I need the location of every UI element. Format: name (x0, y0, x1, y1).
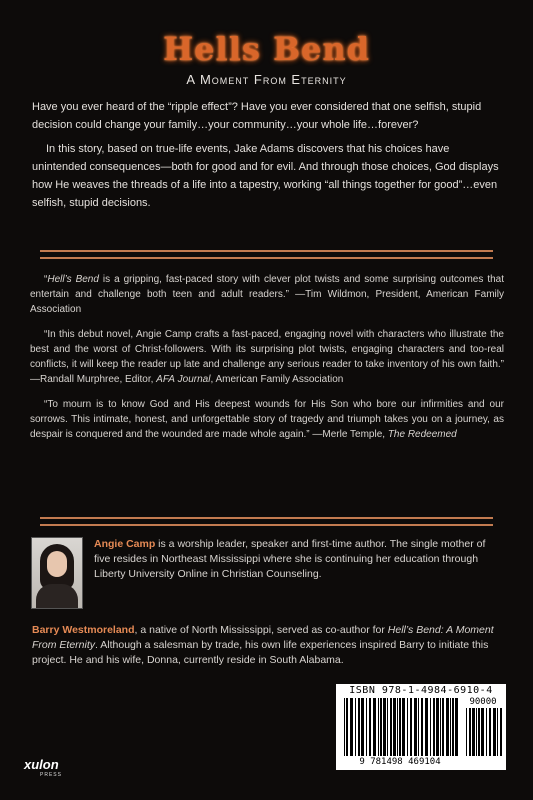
book-subtitle: A Moment From Eternity (186, 72, 347, 87)
barcode-addon-digits: 90000 (469, 697, 497, 707)
book-title: Hells Bend (162, 30, 371, 68)
author-photo (31, 537, 83, 609)
endorsements (30, 272, 504, 452)
endorsement-2-end: , American Family Association (210, 374, 344, 385)
author-2-text-1: , a native of North Mississippi, served as co-author for (134, 624, 388, 636)
isbn-number: ISBN 978-1-4984-6910-4 (349, 685, 493, 696)
barcode-digits: 9 781498 469104 (359, 757, 441, 767)
author-1-name: Angie Camp (94, 538, 156, 550)
divider-top (40, 250, 493, 259)
author-1-text: is a worship leader, speaker and first-time author. The single mother of five resides in Northeast Mississippi where she is continuing her education through Liberty University Online in Christian Counseling. (94, 538, 486, 580)
author-2-text-2: . Although a salesman by trade, his own life experiences inspired Barry to initiate this project. He and his wife, Donna, currently reside in South Alabama. (32, 639, 489, 666)
blurb-paragraph-2: In this story, based on true-life events, Jake Adams discovers that his choices have unintended consequences—both for good and for evil. And through those choices, God displays how He weaves the threads of a life into a tapestry, working “all things together for good”…even selfish, stupid decisions. (32, 143, 499, 209)
publisher-logo-sub: PRESS (40, 772, 62, 778)
endorsement-2-text: “In this debut novel, Angie Camp crafts a fast-paced, engaging novel with characters who illustrate the best and the worst of Christ-followers. With its surprising plot twists, engaging characters and too-real conflicts, it will keep the reader up late and challenge any serious reader to take inventory of his own faith.” —Randall Murphree, Editor, (30, 329, 504, 385)
blurb-paragraph-1: Have you ever heard of the “ripple effect”? Have you ever considered that one selfish, stupid decision could change your family…your community…your whole life…forever? (32, 101, 482, 131)
blurb (32, 98, 502, 218)
author-bio-1 (94, 537, 504, 582)
endorsement-2 (30, 327, 504, 387)
publisher-logo-text: xulon (24, 757, 59, 772)
endorsement-2-journal: AFA (156, 374, 175, 385)
author-2-name: Barry Westmoreland (32, 624, 135, 636)
author-bio-2 (32, 623, 504, 668)
endorsement-1-text: is a gripping, fast-paced story with clever plot twists and some surprising outcomes that entertain and challenge both teen and adult readers.” —Tim Wildmon, President, American Family Association (30, 274, 504, 315)
endorsement-3-book: The Redeemed (387, 429, 457, 440)
publisher-logo (24, 757, 76, 783)
isbn-barcode (336, 684, 506, 770)
author-2-book: Hell’s Bend: A Moment From Eternity (32, 624, 494, 651)
divider-bottom (40, 517, 493, 526)
author-photo-body (36, 584, 78, 609)
endorsement-3-text: “To mourn is to know God and His deepest wounds for His Son who bore our infirmities and our sorrows. This intimate, honest, and unforgettable story of tragedy and triumph takes you on a journey, as despair is conquered and the wounded are made whole again.” —Merle Temple, (30, 399, 504, 440)
endorsement-2-journal-word: Journal (177, 374, 211, 385)
endorsement-1: “Hell’s Bend is a gripping, fast-paced story with clever plot twists and some surprising outcomes that entertain and challenge both teen and adult readers.” —Tim Wildmon, President, American Family Association (30, 274, 504, 315)
endorsement-3 (30, 397, 504, 442)
endorsement-1-title: Hell’s Bend (47, 274, 99, 285)
author-photo-face (47, 551, 67, 577)
